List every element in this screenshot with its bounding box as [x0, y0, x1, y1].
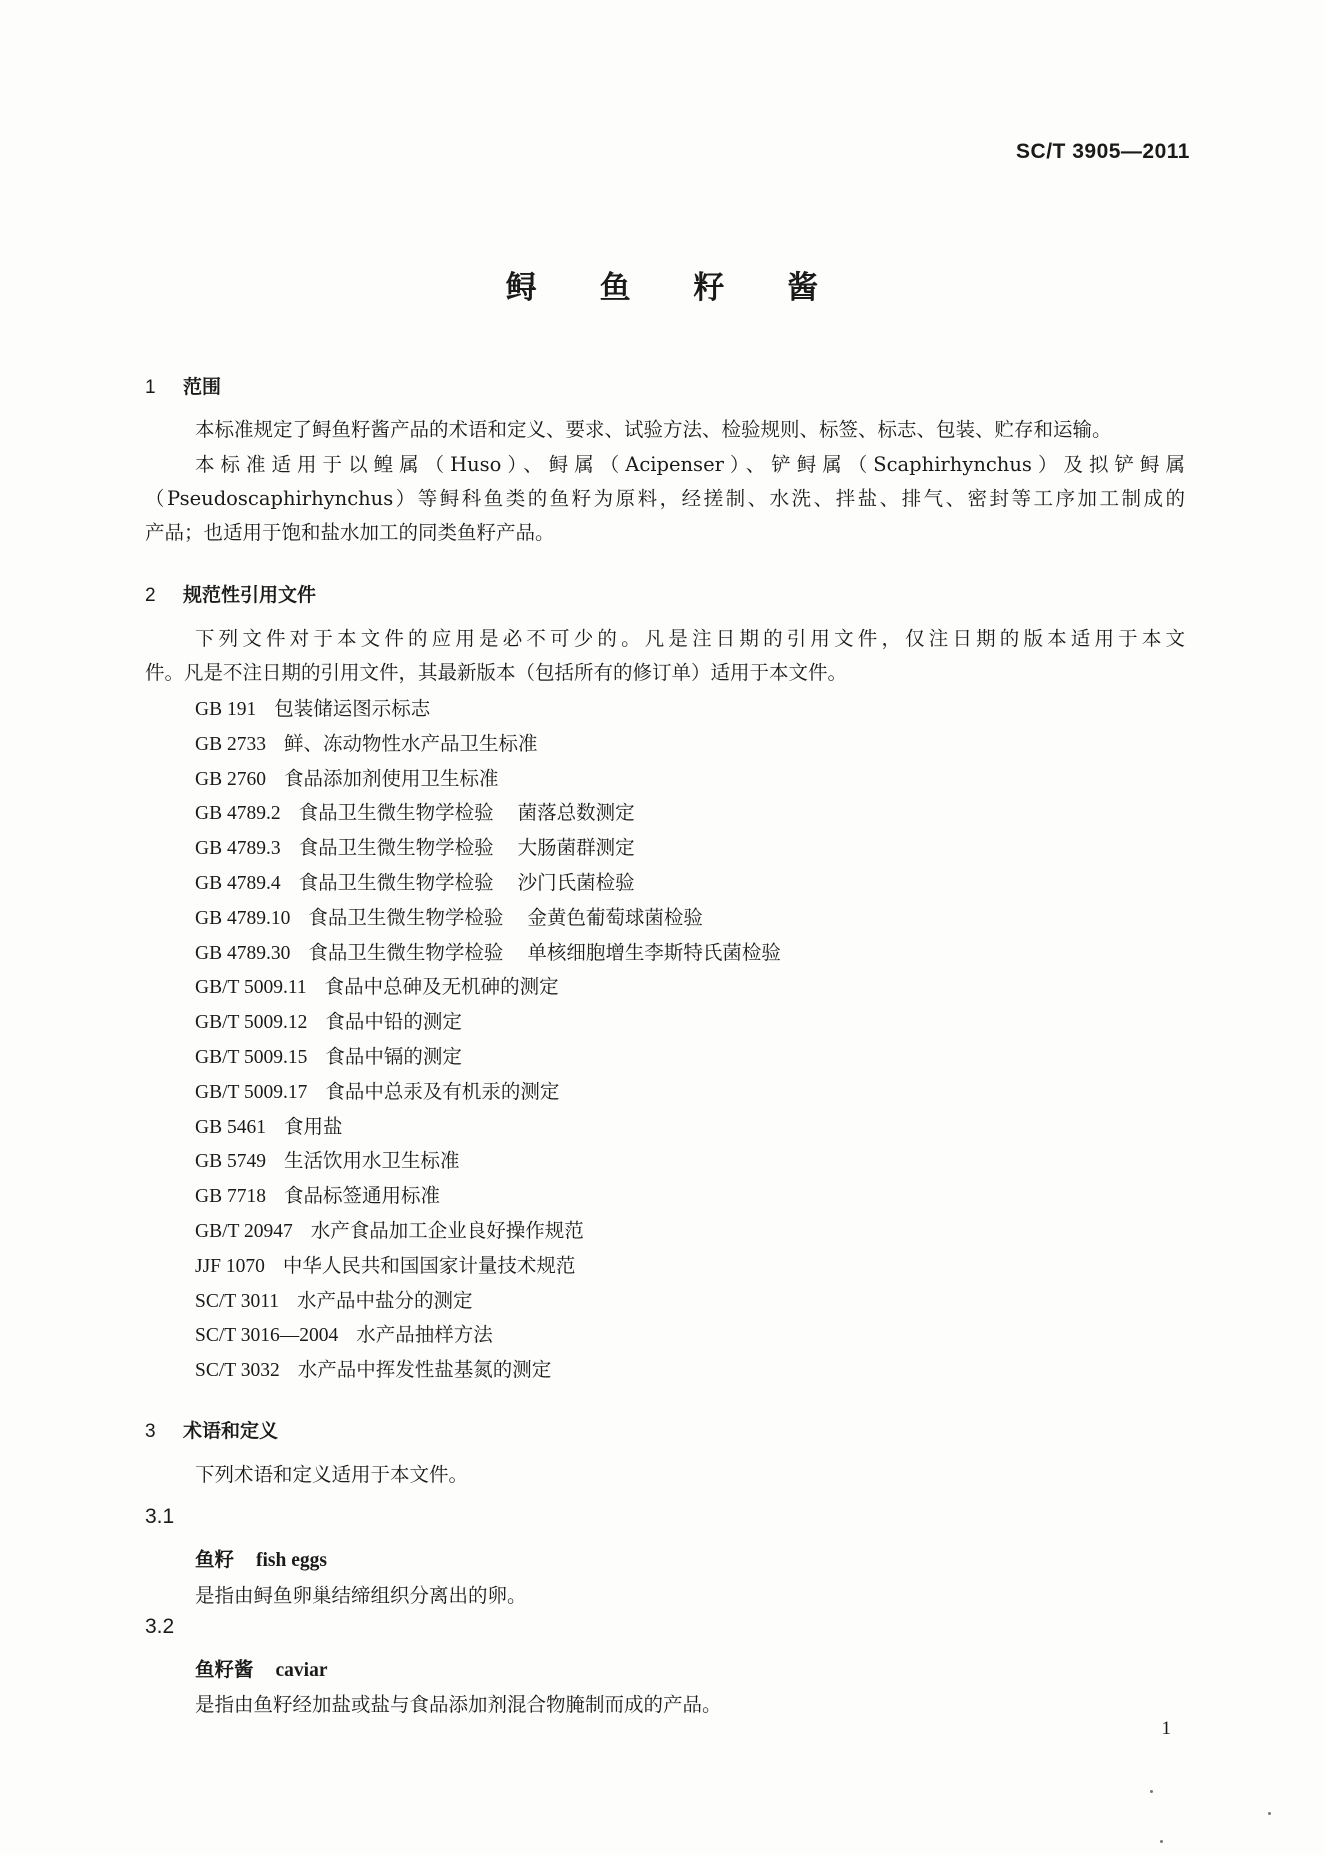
- reference-code: GB 4789.30: [195, 942, 291, 964]
- reference-item: [195, 866, 1095, 901]
- section-1-heading: [145, 372, 221, 399]
- section-title: 术语和定义: [183, 1420, 279, 1442]
- reference-title: 食品中铅的测定: [325, 1010, 462, 1034]
- term-number: 3.2: [145, 1615, 175, 1638]
- reference-subtitle: 沙门氏菌检验: [517, 870, 635, 894]
- term-definition: 是指由鱼籽经加盐或盐与食品添加剂混合物腌制而成的产品。: [195, 1693, 722, 1716]
- reference-code: GB/T 5009.17: [195, 1081, 308, 1103]
- reference-title: 生活饮用水卫生标准: [283, 1149, 460, 1173]
- paragraph-line: 下列术语和定义适用于本文件。: [195, 1463, 469, 1486]
- reference-subtitle: 金黄色葡萄球菌检验: [527, 905, 703, 929]
- reference-title: 食品添加剂使用卫生标准: [283, 766, 499, 790]
- reference-code: GB 7718: [195, 1186, 266, 1208]
- document-title: 鲟 鱼 籽 酱: [505, 270, 845, 306]
- reference-item: [195, 831, 1095, 866]
- section-1-paragraph-1: [145, 413, 1185, 447]
- reference-item: [195, 1144, 1095, 1179]
- reference-code: GB 2760: [195, 768, 266, 790]
- section-3-heading: [145, 1416, 278, 1443]
- reference-title: 水产品抽样方法: [356, 1323, 493, 1347]
- section-2-heading: [145, 580, 316, 607]
- reference-item: [195, 1214, 1095, 1249]
- reference-list: [195, 692, 1095, 1388]
- paragraph-line: 本标准规定了鲟鱼籽酱产品的术语和定义、要求、试验方法、检验规则、标签、标志、包装、贮存和运输。: [195, 418, 1112, 441]
- reference-item: [195, 1353, 1095, 1388]
- reference-title: 水产品中盐分的测定: [296, 1288, 473, 1312]
- reference-code: GB/T 5009.15: [195, 1046, 308, 1068]
- reference-item: [195, 1110, 1095, 1145]
- reference-code: GB 5749: [195, 1151, 266, 1173]
- reference-title: 食品中总砷及无机砷的测定: [324, 975, 559, 999]
- reference-code: GB/T 5009.12: [195, 1012, 308, 1034]
- reference-code: SC/T 3032: [195, 1360, 280, 1382]
- reference-item: [195, 1249, 1095, 1284]
- section-1-paragraph-2: [145, 448, 1185, 550]
- reference-title: 水产品中挥发性盐基氮的测定: [297, 1358, 552, 1382]
- reference-code: GB 191: [195, 699, 257, 720]
- reference-title: 食品中总汞及有机汞的测定: [325, 1079, 560, 1103]
- reference-title: 食用盐: [283, 1114, 343, 1138]
- reference-title: 中华人民共和国国家计量技术规范: [282, 1253, 576, 1277]
- reference-code: SC/T 3011: [195, 1290, 279, 1312]
- reference-item: [195, 1179, 1095, 1214]
- section-title: 规范性引用文件: [183, 584, 317, 606]
- reference-item: [195, 901, 1095, 936]
- reference-title: 鲜、冻动物性水产品卫生标准: [283, 731, 538, 755]
- reference-item: [195, 1318, 1095, 1353]
- reference-code: GB 4789.3: [195, 838, 281, 860]
- reference-title: 食品中镉的测定: [325, 1044, 462, 1068]
- reference-code: SC/T 3016—2004: [195, 1325, 339, 1347]
- section-title: 范围: [183, 376, 222, 398]
- reference-subtitle: 大肠菌群测定: [517, 836, 635, 860]
- section-2-intro: [145, 622, 1185, 690]
- reference-title: 食品卫生微生物学检验: [298, 836, 494, 860]
- reference-item: [195, 1075, 1095, 1110]
- section-number: 1: [145, 377, 156, 398]
- term-number: 3.1: [145, 1505, 175, 1528]
- term-english: caviar: [275, 1660, 328, 1681]
- scan-speck: [1160, 1840, 1163, 1843]
- reference-code: GB 4789.2: [195, 803, 281, 825]
- reference-item: [195, 762, 1095, 797]
- reference-item: [195, 692, 1095, 727]
- reference-code: GB 4789.4: [195, 872, 281, 894]
- reference-item: [195, 796, 1095, 831]
- reference-item: [195, 1040, 1095, 1075]
- section-number: 2: [145, 585, 156, 606]
- reference-item: [195, 970, 1095, 1005]
- reference-title: 食品卫生微生物学检验: [298, 801, 494, 825]
- reference-code: GB 4789.10: [195, 907, 291, 929]
- paragraph-line: （Pseudoscaphirhynchus）等鲟科鱼类的鱼籽为原料，经搓制、水洗、拌盐、排气、密封等工序加工制成的: [145, 487, 1185, 510]
- reference-title: 包装储运图示标志: [274, 697, 431, 720]
- reference-item: [195, 727, 1095, 762]
- reference-item: [195, 936, 1095, 971]
- reference-code: GB/T 5009.11: [195, 977, 307, 999]
- paragraph-line: 件。凡是不注日期的引用文件，其最新版本（包括所有的修订单）适用于本文件。: [145, 661, 848, 684]
- reference-item: [195, 1005, 1095, 1040]
- page-number: 1: [1161, 1718, 1171, 1739]
- reference-title: 食品卫生微生物学检验: [298, 870, 494, 894]
- section-number: 3: [145, 1421, 156, 1442]
- reference-subtitle: 单核细胞增生李斯特氏菌检验: [527, 940, 781, 964]
- term-chinese: 鱼籽酱: [195, 1658, 254, 1681]
- paragraph-line: 下列文件对于本文件的应用是必不可少的。凡是注日期的引用文件，仅注日期的版本适用于本文: [195, 627, 1185, 650]
- reference-code: GB 5461: [195, 1116, 266, 1138]
- reference-title: 食品卫生微生物学检验: [308, 940, 504, 964]
- reference-title: 食品卫生微生物学检验: [308, 905, 504, 929]
- reference-item: [195, 1284, 1095, 1319]
- reference-code: GB 2733: [195, 733, 266, 755]
- standard-code: SC/T 3905—2011: [1016, 140, 1190, 163]
- reference-code: GB/T 20947: [195, 1220, 293, 1242]
- paragraph-line: 产品；也适用于饱和盐水加工的同类鱼籽产品。: [145, 521, 555, 544]
- section-3-intro: [145, 1458, 1185, 1492]
- term-heading: [195, 1654, 328, 1682]
- reference-title: 水产食品加工企业良好操作规范: [310, 1218, 584, 1242]
- scan-speck: [1150, 1790, 1153, 1793]
- term-english: fish eggs: [256, 1550, 327, 1571]
- term-definition: 是指由鲟鱼卵巢结缔组织分离出的卵。: [195, 1584, 527, 1607]
- reference-title: 食品标签通用标准: [283, 1184, 440, 1208]
- term-heading: [195, 1544, 327, 1572]
- reference-subtitle: 菌落总数测定: [517, 801, 635, 825]
- term-chinese: 鱼籽: [195, 1548, 235, 1571]
- scan-speck: [1268, 1812, 1271, 1815]
- paragraph-line: 本标准适用于以鳇属（Huso）、鲟属（Acipenser）、铲鲟属（Scaphirhynchus）及拟铲鲟属: [195, 453, 1185, 476]
- reference-code: JJF 1070: [195, 1255, 265, 1277]
